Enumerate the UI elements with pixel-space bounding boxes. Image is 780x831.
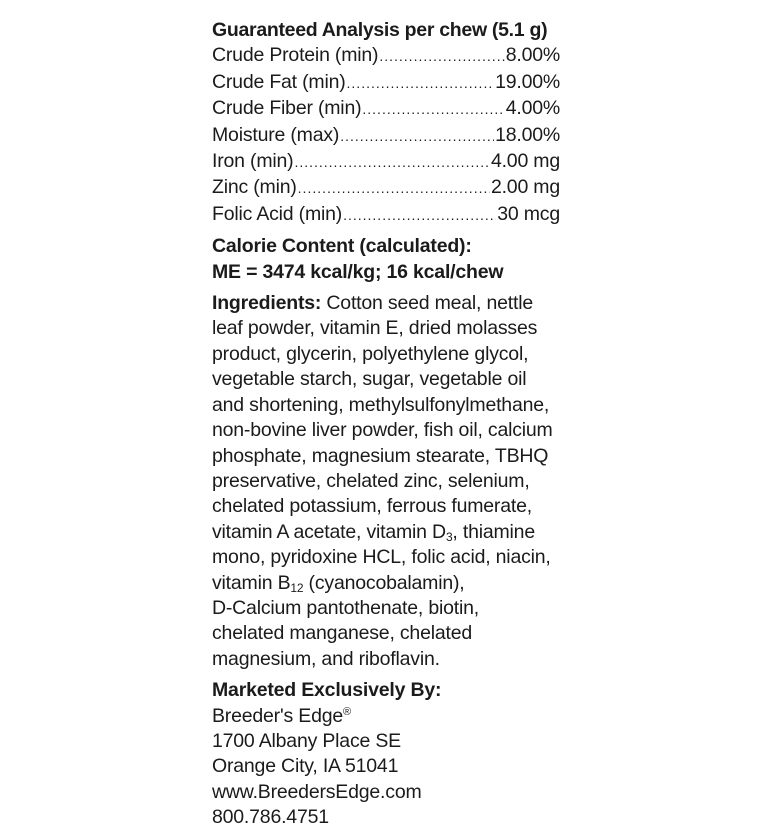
analysis-row-value: 4.00 mg xyxy=(490,150,560,173)
ingredients-line: product, glycerin, polyethylene glycol, xyxy=(212,342,529,365)
analysis-row-value: 8.00% xyxy=(505,44,560,67)
subscript-12: 12 xyxy=(290,580,304,595)
ingredients-line: chelated potassium, ferrous fumerate, xyxy=(212,495,532,518)
guaranteed-analysis-title: Guaranteed Analysis per chew (5.1 g) xyxy=(212,19,548,41)
ingredients-text: vitamin B xyxy=(212,571,291,594)
ingredients-line xyxy=(212,291,572,316)
analysis-row xyxy=(212,202,560,228)
analysis-row-name: Crude Fat (min) xyxy=(212,70,346,93)
ingredients-line: phosphate, magnesium stearate, TBHQ xyxy=(212,444,549,467)
company-name xyxy=(212,704,572,729)
analysis-row-name: Crude Protein (min) xyxy=(212,44,379,67)
marketer-heading: Marketed Exclusively By: xyxy=(212,679,442,702)
registered-mark: ® xyxy=(343,705,351,718)
analysis-row-value: 30 mcg xyxy=(497,202,560,225)
ingredients-line: chelated manganese, chelated xyxy=(212,622,473,645)
ingredients-line: magnesium, and riboflavin. xyxy=(212,647,440,670)
analysis-row-name: Iron (min) xyxy=(212,150,294,173)
ingredients-line: D-Calcium pantothenate, biotin, xyxy=(212,596,479,619)
analysis-row-value: 18.00% xyxy=(495,123,560,146)
analysis-row-name: Crude Fiber (min) xyxy=(212,97,362,120)
ingredients-text: vitamin A acetate, vitamin D xyxy=(212,520,446,543)
analysis-row-name: Zinc (min) xyxy=(212,176,297,199)
analysis-row xyxy=(212,43,560,69)
city-state-zip: Orange City, IA 51041 xyxy=(212,755,399,778)
leader-dots xyxy=(343,203,496,228)
ingredients-line xyxy=(212,520,572,545)
ingredients-block xyxy=(212,291,572,672)
leader-dots xyxy=(298,176,490,201)
leader-dots xyxy=(379,44,504,69)
analysis-row-name: Folic Acid (min) xyxy=(212,202,343,225)
analysis-row xyxy=(212,123,560,149)
marketer-block xyxy=(212,678,572,830)
ingredients-heading: Ingredients: xyxy=(212,292,322,315)
analysis-row xyxy=(212,149,560,175)
analysis-row-name: Moisture (max) xyxy=(212,123,340,146)
analysis-row xyxy=(212,70,560,96)
ingredients-line: mono, pyridoxine HCL, folic acid, niacin, xyxy=(212,546,551,569)
ingredients-line: vegetable starch, sugar, vegetable oil xyxy=(212,368,527,391)
ingredients-line: preservative, chelated zinc, selenium, xyxy=(212,469,530,492)
ingredients-text: (cyanocobalamin), xyxy=(303,571,465,594)
analysis-row-value: 4.00% xyxy=(505,97,560,120)
product-label xyxy=(212,18,572,831)
analysis-row-value: 2.00 mg xyxy=(490,176,560,199)
ingredients-line xyxy=(212,571,572,596)
website: www.BreedersEdge.com xyxy=(212,780,422,803)
ingredients-line: leaf powder, vitamin E, dried molasses xyxy=(212,317,538,340)
ingredients-line: non-bovine liver powder, fish oil, calcium xyxy=(212,419,553,442)
ingredients-text: Cotton seed meal, nettle xyxy=(321,292,533,315)
leader-dots xyxy=(362,97,504,122)
calorie-value: ME = 3474 kcal/kg; 16 kcal/chew xyxy=(212,260,504,283)
analysis-table xyxy=(212,43,572,228)
analysis-row xyxy=(212,175,560,201)
leader-dots xyxy=(347,71,495,96)
subscript-3: 3 xyxy=(445,529,453,544)
street-address: 1700 Albany Place SE xyxy=(212,729,401,752)
ingredients-line: and shortening, methylsulfonylmethane, xyxy=(212,393,550,416)
company-name-text: Breeder's Edge xyxy=(212,704,344,727)
leader-dots xyxy=(294,150,490,175)
phone-number: 800.786.4751 xyxy=(212,806,329,829)
analysis-row-value: 19.00% xyxy=(495,70,560,93)
calorie-heading: Calorie Content (calculated): xyxy=(212,235,472,258)
ingredients-text: , thiamine xyxy=(452,520,535,543)
leader-dots xyxy=(340,124,494,149)
analysis-row xyxy=(212,96,560,122)
